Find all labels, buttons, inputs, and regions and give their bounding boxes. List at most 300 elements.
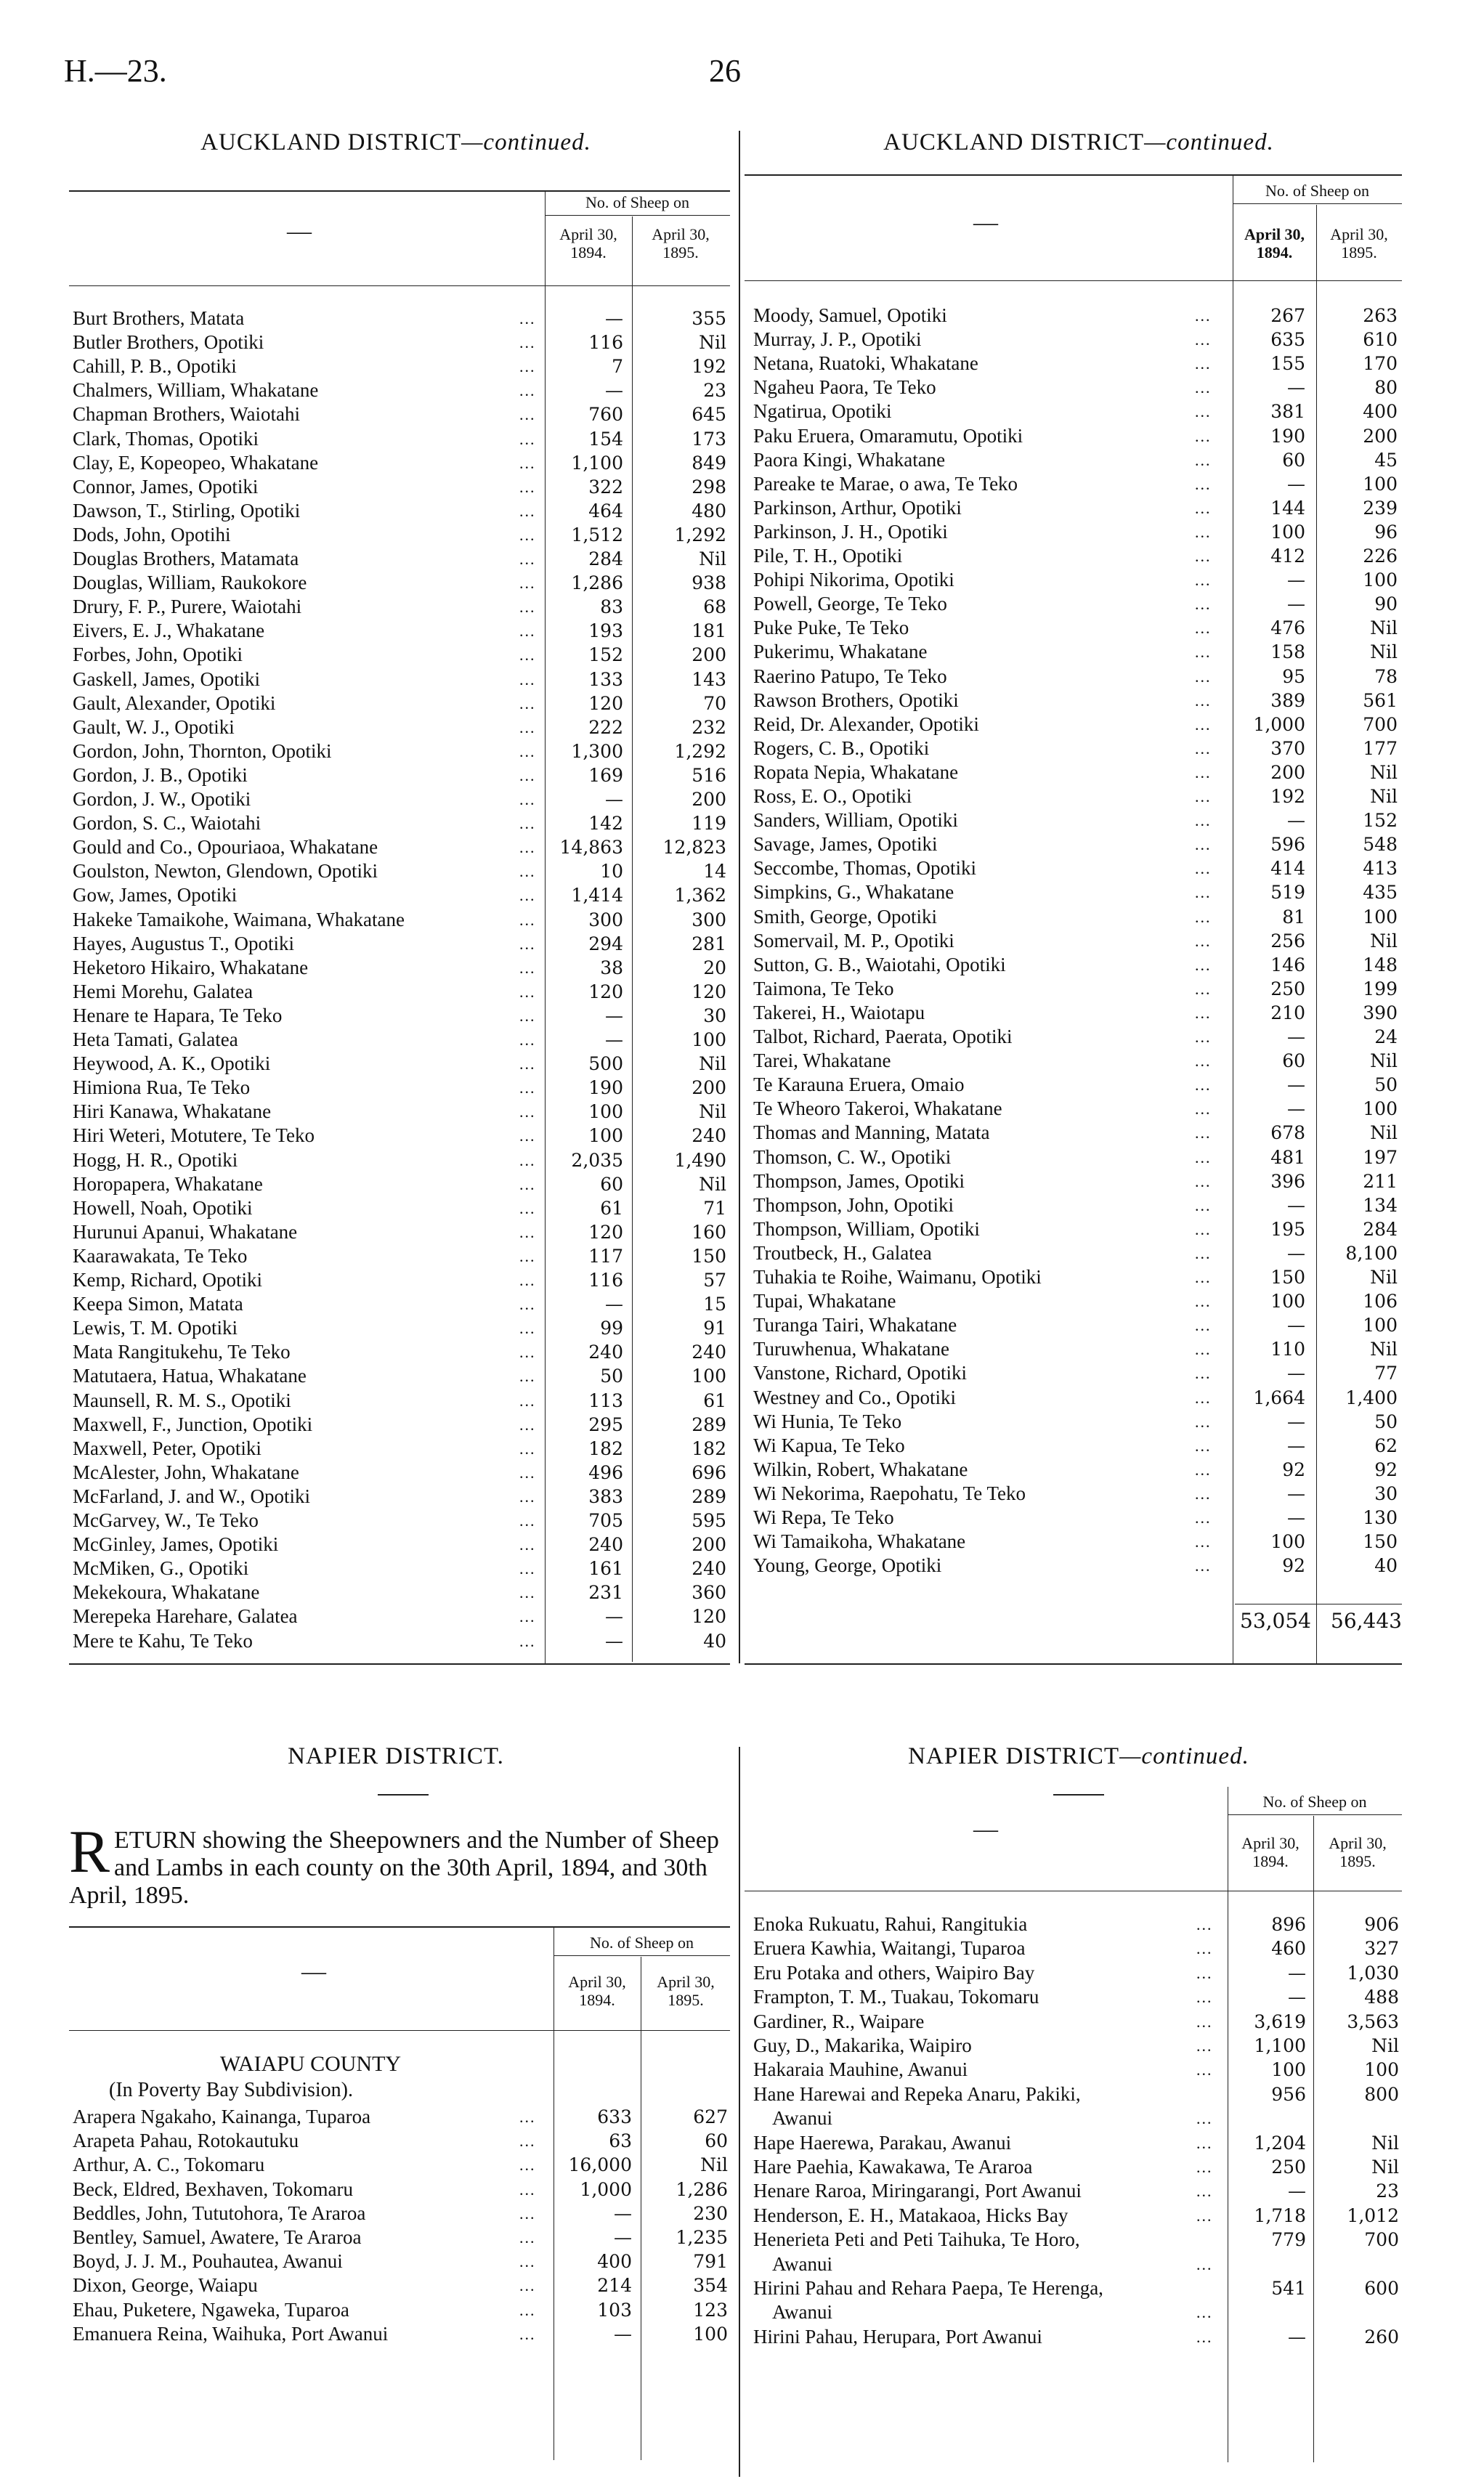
table-row (73, 571, 730, 595)
sheep-1894: 142 (588, 813, 623, 835)
owner-name: Reid, Dr. Alexander, Opotiki (753, 713, 979, 735)
sheep-1894: 116 (588, 1270, 623, 1291)
owner-name: Troutbeck, H., Galatea (753, 1241, 932, 1264)
sheep-1894: 231 (588, 1582, 623, 1604)
sheep-1895: Nil (699, 548, 726, 569)
owner-name: Wi Kapua, Te Teko (753, 1434, 905, 1456)
leader-dots: ... (519, 2132, 536, 2151)
owner-name: Howell, Noah, Opotiki (73, 1196, 253, 1219)
table-row (753, 640, 1402, 664)
table-row (73, 715, 730, 739)
sheep-1894: 158 (1270, 641, 1305, 663)
sheep-1894: 1,300 (571, 740, 623, 762)
table-row (753, 929, 1402, 953)
leader-dots: ... (519, 574, 536, 593)
leader-dots: ... (1195, 1364, 1212, 1383)
owner-name: Hayes, Augustus T., Opotiki (73, 932, 295, 954)
sheep-1894: 1,204 (1254, 2132, 1306, 2154)
sheep-1895: 40 (703, 1630, 726, 1652)
table-row (753, 2204, 1402, 2228)
sheep-1895: Nil (1370, 1050, 1398, 1072)
table-row (753, 592, 1402, 616)
table-row (73, 739, 730, 763)
leader-dots: ... (1195, 307, 1212, 325)
sheep-1895: 1,362 (674, 885, 726, 906)
table-row (73, 1509, 730, 1533)
sheep-1894: 460 (1271, 1938, 1306, 1960)
owner-name: Cahill, P. B., Opotiki (73, 355, 237, 378)
sheep-1895: 284 (1363, 1218, 1398, 1240)
sheep-1895: 1,400 (1345, 1387, 1398, 1408)
sheep-1895: 263 (1363, 305, 1398, 326)
leader-dots: ... (1195, 547, 1212, 565)
table-row (73, 883, 730, 907)
sheep-1895: 1,292 (674, 524, 726, 545)
sheep-1894: 63 (609, 2130, 632, 2152)
owner-name: Ehau, Puketere, Ngaweka, Tuparoa (73, 2298, 349, 2321)
table-row (73, 2226, 730, 2249)
leader-dots: ... (1195, 1509, 1212, 1527)
leader-dots: ... (1195, 378, 1212, 397)
table-row (73, 1604, 730, 1628)
sheep-1895: 645 (692, 404, 726, 426)
leader-dots: ... (1195, 522, 1212, 541)
sheep-1895: 200 (692, 1077, 726, 1099)
sheep-1894: — (1287, 569, 1305, 591)
sheep-1895: Nil (699, 1101, 726, 1123)
table-row (73, 1364, 730, 1388)
table-row (753, 808, 1402, 832)
owner-name: Arthur, A. C., Tokomaru (73, 2154, 265, 2176)
sheep-1895: 106 (1363, 1291, 1398, 1312)
sheep-1894: 10 (600, 861, 623, 883)
table-row (753, 665, 1402, 689)
sheep-1894: 705 (588, 1510, 623, 1531)
leader-dots: ... (519, 742, 536, 760)
sheep-1894: 222 (588, 716, 623, 738)
sheep-1894: — (1288, 2180, 1306, 2202)
sheep-1895: 610 (1363, 329, 1398, 351)
leader-dots: ... (1195, 1292, 1212, 1311)
owner-name: Paku Eruera, Omaramutu, Opotiki (753, 424, 1023, 447)
owner-name: Tuhakia te Roihe, Waimanu, Opotiki (753, 1266, 1042, 1288)
owner-name: Takerei, H., Waiotapu (753, 1001, 925, 1023)
sheep-1895: Nil (1370, 786, 1398, 807)
table-top-rule (745, 174, 1402, 176)
sheep-1894: 50 (600, 1366, 623, 1387)
table-row (73, 307, 730, 330)
table-row (753, 2058, 1402, 2082)
sheep-1894: 383 (588, 1485, 623, 1507)
leader-dots: ... (1195, 1388, 1212, 1407)
table-row (73, 1028, 730, 1052)
leader-dots: ... (1195, 1340, 1212, 1359)
table-row (73, 763, 730, 787)
sheep-1894: 120 (588, 692, 623, 714)
table-row (73, 354, 730, 378)
owner-name: Somervail, M. P., Opotiki (753, 929, 954, 952)
leader-dots: ... (519, 1031, 536, 1049)
owner-name: Thompson, John, Opotiki (753, 1193, 954, 1216)
table-row (73, 619, 730, 643)
sheep-1895: 71 (703, 1197, 726, 1219)
sheep-1895: Nil (699, 332, 726, 354)
sheep-1895: 23 (1376, 2180, 1399, 2202)
sheep-1894: 113 (588, 1389, 623, 1411)
sheep-1895: 211 (1363, 1170, 1398, 1192)
owner-name: Te Wheoro Takeroi, Whakatane (753, 1098, 1002, 1120)
table-row (753, 328, 1402, 352)
sheep-1895: 100 (1363, 569, 1398, 591)
leader-dots: ... (1195, 402, 1212, 421)
sheep-1894: — (614, 2323, 632, 2345)
sheep-1895: 40 (1374, 1555, 1398, 1577)
sheep-1894: — (1287, 1363, 1305, 1384)
sheep-on-header: No. of Sheep on (1262, 1793, 1367, 1811)
leader-dots: ... (519, 910, 536, 929)
table-row (73, 956, 730, 980)
sheep-1894: 389 (1270, 689, 1305, 711)
sheep-1894: 117 (588, 1245, 623, 1267)
sheep-1895: 488 (1364, 1987, 1399, 2008)
owner-name: Turuwhenua, Whakatane (753, 1338, 949, 1360)
col-1894-header: April 30, 1894. (1244, 225, 1305, 262)
short-rule (1053, 1794, 1104, 1796)
leader-dots: ... (519, 2180, 536, 2199)
table-row (73, 2178, 730, 2202)
sheep-1895: 143 (692, 668, 726, 690)
owner-name: Beddles, John, Tututohora, Te Araroa (73, 2202, 366, 2224)
sheep-1894: 214 (597, 2275, 632, 2297)
table-row (73, 835, 730, 859)
sheep-1894: 956 (1271, 2083, 1306, 2105)
table-row (73, 1485, 730, 1509)
sheep-1895: 240 (692, 1558, 726, 1580)
col-1894-header: April 30, 1894. (559, 225, 617, 262)
sheep-1895: 24 (1374, 1026, 1398, 1047)
table-row (73, 2105, 730, 2129)
leader-dots: ... (519, 1151, 536, 1169)
table-row (73, 378, 730, 402)
table-row (73, 1076, 730, 1100)
sheep-1895: 197 (1363, 1146, 1398, 1168)
sheep-1895: 15 (703, 1294, 726, 1315)
sheep-1895: 260 (1364, 2326, 1399, 2348)
owner-name: Chapman Brothers, Waiotahi (73, 403, 301, 426)
sheep-1895: 173 (692, 428, 726, 450)
table-row (73, 1268, 730, 1292)
sheep-1894: 161 (588, 1558, 623, 1580)
leader-dots: ... (519, 1367, 536, 1386)
owner-name: Moody, Samuel, Opotiki (753, 304, 947, 326)
sheep-1895: 200 (1363, 425, 1398, 447)
sheep-1894: 294 (588, 933, 623, 954)
sheep-1894: 500 (588, 1053, 623, 1075)
table-row (73, 643, 730, 667)
sheep-1895: 413 (1363, 858, 1398, 880)
owner-name: Lewis, T. M. Opotiki (73, 1317, 238, 1339)
table-row (73, 1461, 730, 1485)
leader-dots: ... (519, 501, 536, 520)
owner-name: Pukerimu, Whakatane (753, 641, 928, 663)
leader-dots: ... (1195, 1268, 1212, 1286)
table-row (753, 832, 1402, 856)
sheep-1895: 199 (1363, 978, 1398, 999)
sheep-1894: 95 (1282, 665, 1305, 687)
leader-dots: ... (519, 2252, 536, 2271)
sheep-1894: 133 (588, 668, 623, 690)
table-row (73, 1220, 730, 1244)
sheep-1894: — (614, 2227, 632, 2248)
owner-name: Simpkins, G., Whakatane (753, 881, 954, 904)
leader-dots: ... (1195, 1148, 1212, 1167)
sheep-1895: 77 (1374, 1363, 1398, 1384)
table-row (753, 2325, 1402, 2349)
owner-name: McFarland, J. and W., Opotiki (73, 1485, 310, 1507)
owner-name: Hape Haerewa, Parakau, Awanui (753, 2131, 1012, 2154)
owner-name: Puke Puke, Te Teko (753, 617, 909, 639)
sheep-1895: Nil (1370, 1339, 1398, 1360)
sheep-1894: — (1287, 1507, 1305, 1528)
table-row (753, 1313, 1402, 1337)
leader-dots: ... (519, 525, 536, 544)
leader-dots: ... (1196, 2327, 1213, 2346)
leader-dots: ... (519, 1319, 536, 1338)
auckland-right-title: AUCKLAND DISTRICT—continued. (883, 129, 1274, 155)
sheep-1895: Nil (1370, 930, 1398, 952)
table-row (73, 2273, 730, 2297)
leader-dots: ... (519, 790, 536, 808)
sheep-1895: Nil (700, 2154, 728, 2176)
table-row (73, 1244, 730, 1268)
leader-dots: ... (1195, 979, 1212, 998)
header-bottom-rule (69, 2030, 730, 2031)
owner-name: Thomas and Manning, Matata (753, 1121, 990, 1144)
table-row (73, 691, 730, 715)
sheep-1894: 476 (1270, 617, 1305, 639)
owner-name: Dawson, T., Stirling, Opotiki (73, 499, 301, 522)
owner-name: Frampton, T. M., Tuakau, Tokomaru (753, 1986, 1039, 2008)
leader-dots: ... (1196, 2012, 1213, 2031)
table-row (753, 1289, 1402, 1313)
header-bottom-rule (745, 280, 1402, 281)
sheep-1894: — (1288, 2326, 1306, 2348)
sheep-1895: 119 (692, 813, 726, 835)
leader-dots: ... (1195, 643, 1212, 662)
sheep-1894: — (605, 1630, 623, 1652)
owner-name: Savage, James, Opotiki (753, 833, 938, 856)
sheep-1895: 100 (1363, 473, 1398, 495)
leader-dots: ... (1195, 571, 1212, 590)
owner-name: Hakeke Tamaikohe, Waimana, Whakatane (73, 908, 405, 930)
table-row (73, 499, 730, 523)
table-row (753, 1554, 1402, 1578)
leader-dots: ... (1195, 1484, 1212, 1503)
table-row (73, 1100, 730, 1124)
leader-dots: ... (1195, 1124, 1212, 1143)
header-mid-rule (554, 1955, 730, 1956)
table-row (753, 376, 1402, 399)
table-row (753, 1001, 1402, 1025)
leader-dots: ... (519, 694, 536, 713)
table-row (753, 856, 1402, 880)
sheep-1894: — (605, 380, 623, 402)
sheep-1895: 240 (692, 1125, 726, 1147)
table-row (73, 595, 730, 619)
sheep-1894: 240 (588, 1342, 623, 1363)
sheep-1895: Nil (1370, 1122, 1398, 1144)
owner-name: Dods, John, Opotihi (73, 523, 231, 545)
sheep-1894: 100 (1270, 1291, 1305, 1312)
owner-name: Wi Hunia, Te Teko (753, 1410, 902, 1432)
sheep-1895: 289 (692, 1413, 726, 1435)
leader-dots: ... (519, 982, 536, 1001)
table-row (753, 2228, 1402, 2276)
table-row (753, 544, 1402, 568)
leader-dots: ... (519, 1198, 536, 1217)
leader-dots: ... (519, 862, 536, 881)
leader-dots: ... (1195, 859, 1212, 878)
table-row (753, 2276, 1402, 2325)
table-row (753, 1121, 1402, 1145)
sheep-1894: — (1287, 810, 1305, 832)
owner-name: Gault, Alexander, Opotiki (73, 691, 276, 714)
leader-dots: ... (519, 550, 536, 568)
table-row (753, 1169, 1402, 1193)
sheep-1895: 12,823 (662, 837, 726, 859)
table-row (753, 2179, 1402, 2203)
owner-name: Gaskell, James, Opotiki (73, 668, 260, 690)
leader-dots: ... (519, 2204, 536, 2223)
leader-dots: ... (1195, 426, 1212, 445)
sheep-on-header: No. of Sheep on (585, 193, 689, 211)
table-row (753, 304, 1402, 328)
leader-dots: ... (1196, 1988, 1213, 2007)
leader-dots: ... (519, 1295, 536, 1314)
leader-dots: ... (1195, 1100, 1212, 1119)
sheep-1895: Nil (1370, 1267, 1398, 1288)
sheep-1894: 1,286 (571, 572, 623, 594)
owner-name: Heta Tamati, Galatea (73, 1028, 238, 1050)
sheep-1894: — (605, 1005, 623, 1026)
sheep-1894: 116 (588, 332, 623, 354)
sheep-1894: 381 (1270, 401, 1305, 423)
sheep-1894: 60 (1282, 1050, 1305, 1072)
leader-dots: ... (1196, 1915, 1213, 1934)
sheep-1895: 791 (693, 2251, 728, 2273)
header-mid-rule (545, 215, 730, 216)
owner-name: McMiken, G., Opotiki (73, 1557, 249, 1580)
sheep-1894: 103 (597, 2299, 632, 2321)
sheep-1895: 281 (692, 933, 726, 954)
table-row (73, 523, 730, 547)
table-row (753, 1936, 1402, 1960)
sheep-1894: 169 (588, 764, 623, 786)
table-row (73, 1629, 730, 1653)
sheep-1895: 100 (1363, 906, 1398, 928)
leader-dots: ... (1195, 787, 1212, 806)
leader-dots: ... (1196, 2206, 1213, 2225)
owner-name-cont: Awanui (772, 2107, 833, 2130)
sheep-1894: 61 (600, 1197, 623, 1219)
sheep-1894: 240 (588, 1534, 623, 1556)
owner-name: Gordon, J. W., Opotiki (73, 788, 251, 810)
owner-name: Drury, F. P., Purere, Waiotahi (73, 596, 302, 618)
sheep-1895: Nil (1371, 2157, 1399, 2178)
sheep-1894: 370 (1270, 737, 1305, 759)
table-row (73, 427, 730, 451)
owner-name: Kemp, Richard, Opotiki (73, 1269, 262, 1291)
sheep-1895: 240 (692, 1342, 726, 1363)
sheep-1894: 144 (1270, 497, 1305, 519)
sheep-1895: 230 (693, 2202, 728, 2224)
table-row (73, 980, 730, 1004)
sheep-1894: 150 (1270, 1267, 1305, 1288)
table-top-rule (69, 190, 730, 192)
owner-name: Pohipi Nikorima, Opotiki (753, 569, 954, 591)
leader-dots: ... (519, 766, 536, 784)
leader-dots: ... (519, 1391, 536, 1410)
sheep-1895: 390 (1363, 1002, 1398, 1023)
owner-name: Douglas Brothers, Matamata (73, 548, 299, 569)
leader-dots: ... (1195, 811, 1212, 830)
sheep-1894: 100 (588, 1125, 623, 1147)
table-row (753, 1506, 1402, 1530)
sheep-1894: — (1288, 1987, 1306, 2008)
sheep-1894: 519 (1270, 882, 1305, 904)
owner-name: Hirini Pahau, Herupara, Port Awanui (753, 2325, 1042, 2348)
short-rule (378, 1794, 429, 1796)
table-row (753, 1193, 1402, 1217)
owner-name: Eivers, E. J., Whakatane (73, 620, 265, 642)
leader-dots: ... (519, 405, 536, 424)
table-row (753, 496, 1402, 520)
leader-dots: ... (1195, 450, 1212, 469)
sheep-1894: — (1287, 1194, 1305, 1216)
col-1895-header: April 30, 1895. (1329, 1834, 1387, 1871)
leader-dots: ... (1195, 1220, 1212, 1238)
owner-name: McAlester, John, Whakatane (73, 1461, 299, 1483)
name-col-header: — (973, 1816, 998, 1843)
table-row (753, 977, 1402, 1001)
sheep-1894: 1,664 (1253, 1387, 1305, 1408)
owner-name: Eru Potaka and others, Waipiro Bay (753, 1961, 1035, 1984)
table-row (73, 2249, 730, 2273)
table-row (73, 1413, 730, 1437)
owner-name: Eruera Kawhia, Waitangi, Tuparoa (753, 1937, 1026, 1960)
sheep-1894: 496 (588, 1461, 623, 1483)
leader-dots: ... (519, 934, 536, 953)
leader-dots: ... (1195, 595, 1212, 614)
leader-dots: ... (519, 1463, 536, 1482)
table-row (73, 402, 730, 426)
leader-dots: ... (519, 2300, 536, 2319)
sheep-1894: 256 (1270, 930, 1305, 952)
owner-name: Arapeta Pahau, Rotokautuku (73, 2130, 299, 2152)
sheep-1894: — (1287, 473, 1305, 495)
table-row (753, 616, 1402, 640)
sheep-1894: 678 (1270, 1122, 1305, 1144)
leader-dots: ... (1196, 2255, 1213, 2273)
table-row (73, 668, 730, 691)
sheep-1895: 360 (692, 1582, 726, 1604)
table-row (753, 1530, 1402, 1554)
owner-name-cont: Awanui (772, 2252, 833, 2275)
owner-name: Maunsell, R. M. S., Opotiki (73, 1389, 291, 1411)
sheep-1894: 1,000 (1253, 713, 1305, 735)
leader-dots: ... (1195, 955, 1212, 974)
table-row (753, 760, 1402, 784)
